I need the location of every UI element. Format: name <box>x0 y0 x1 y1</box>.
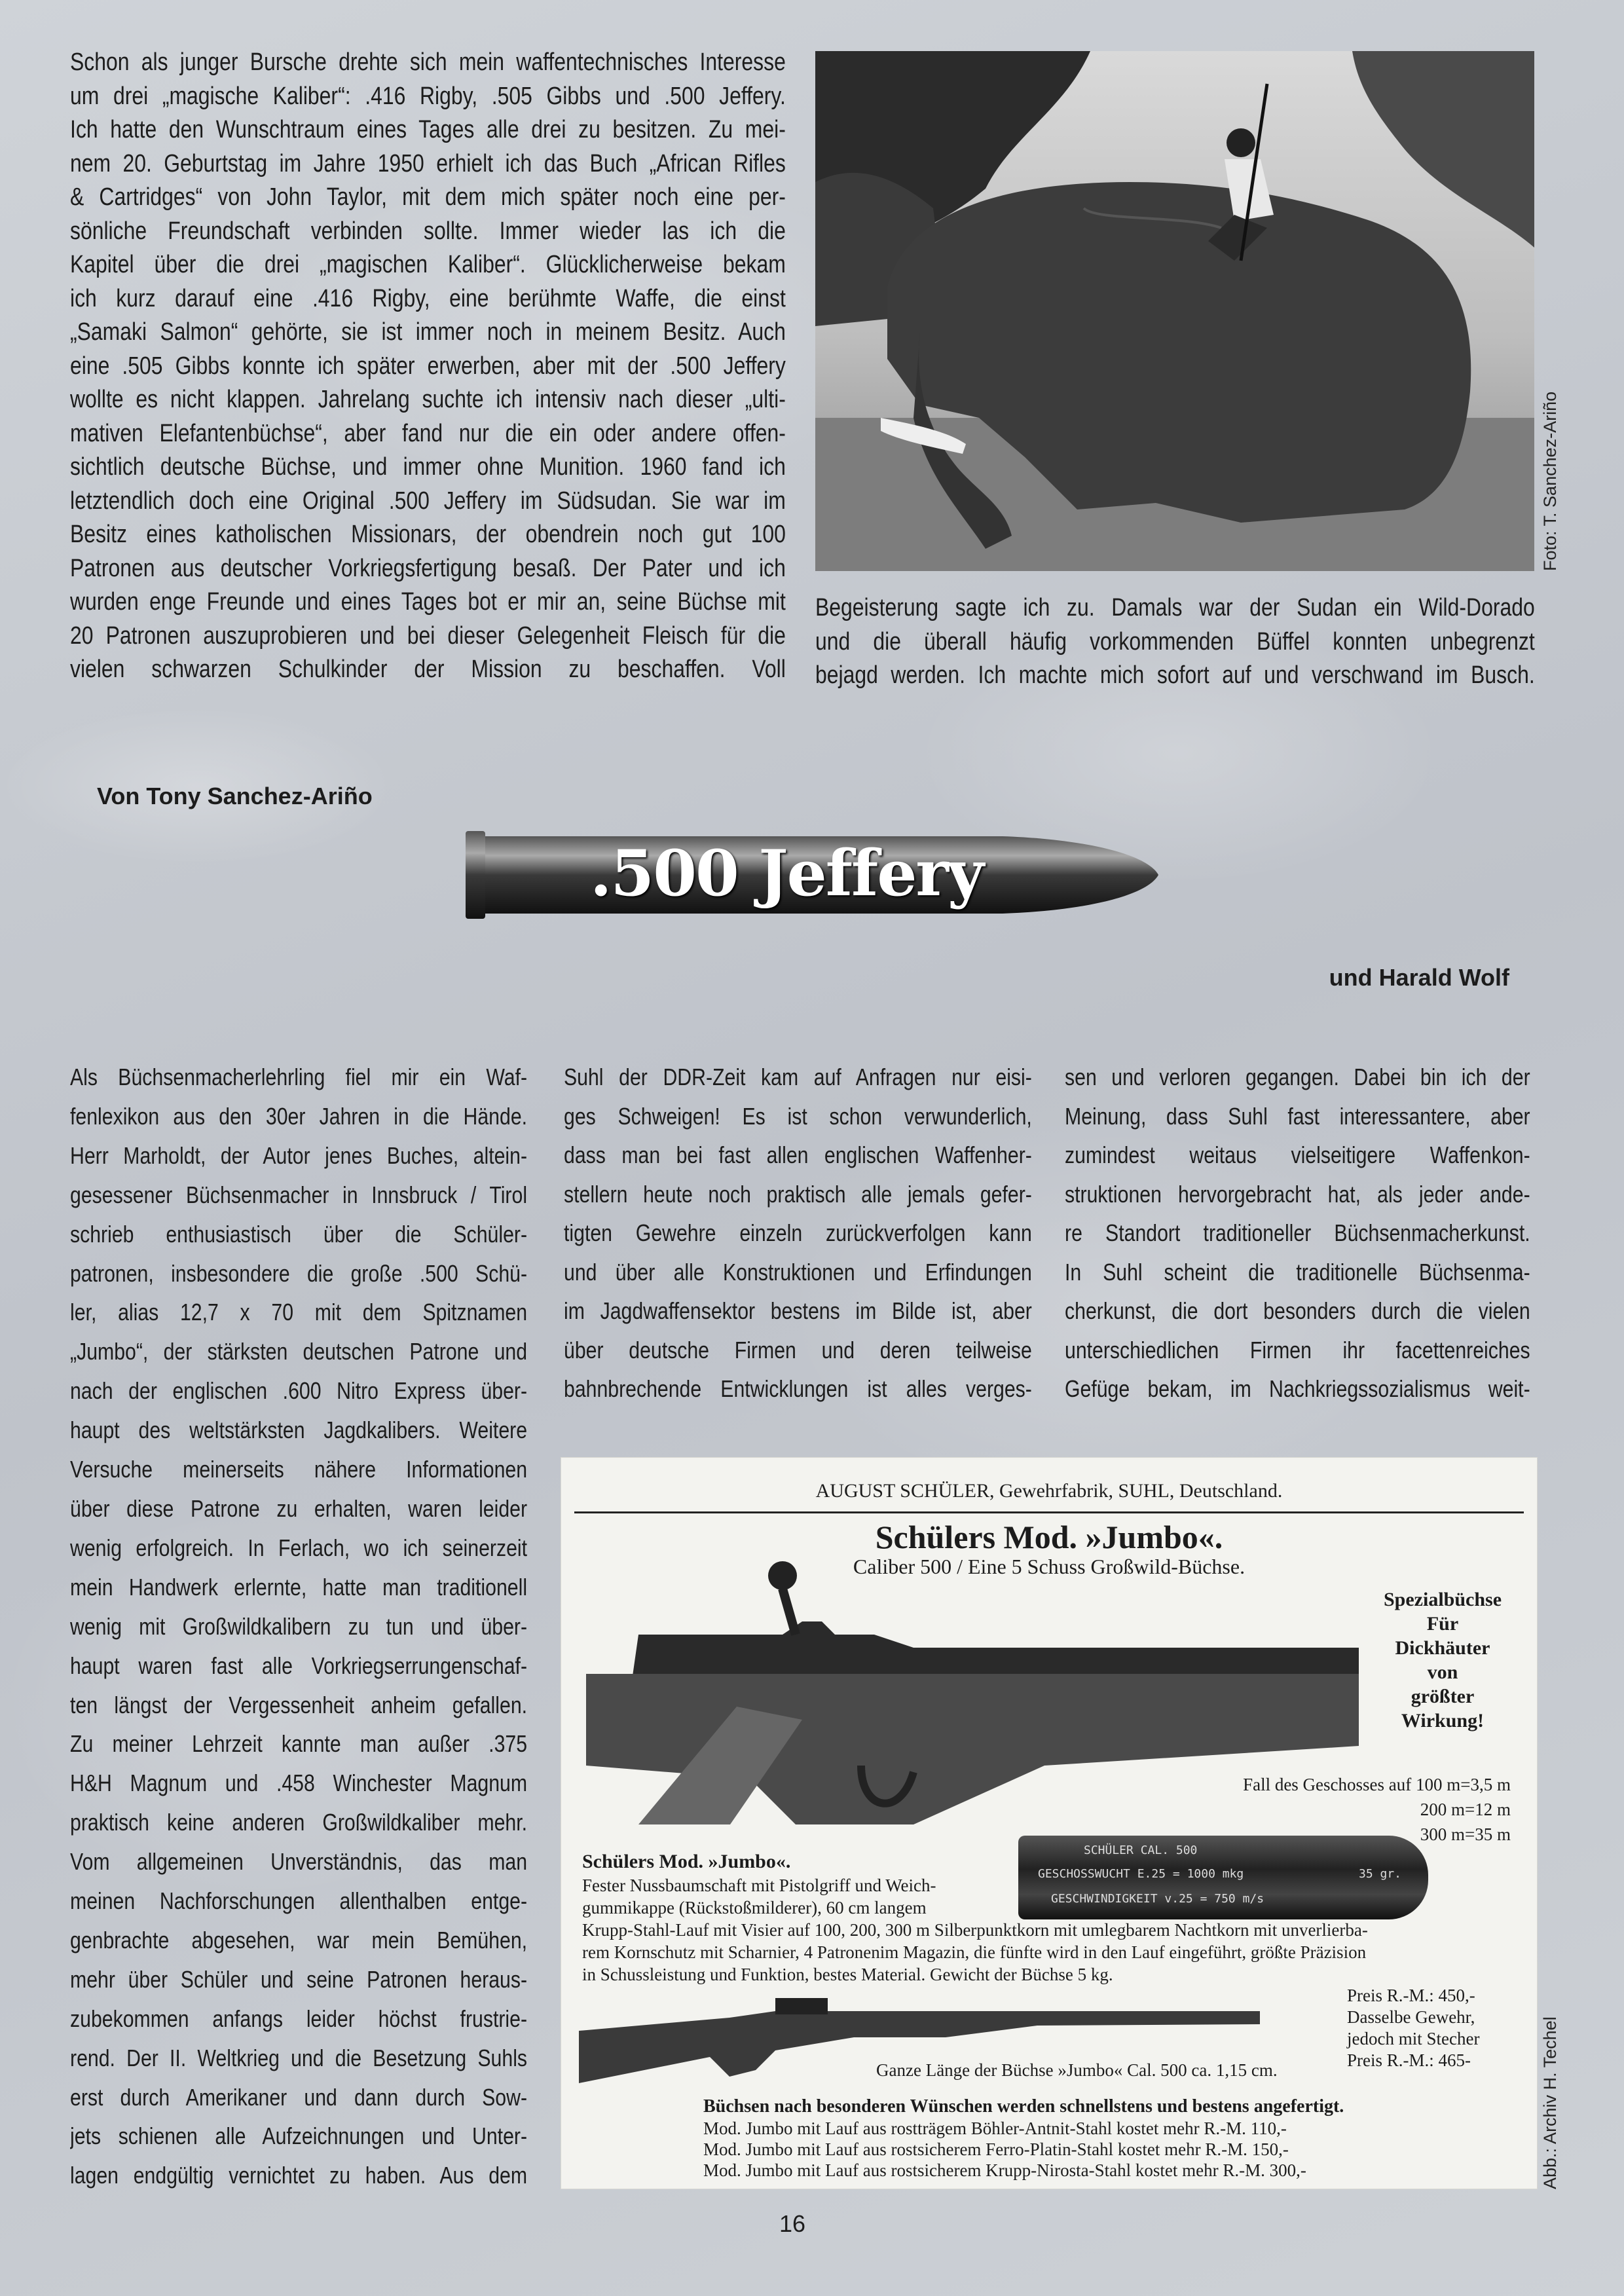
ad-subtitle: Caliber 500 / Eine 5 Schuss Großwild-Büchse. <box>853 1555 1246 1578</box>
text-line: ges Schweigen! Es ist schon verwunderlich, <box>564 1102 1032 1130</box>
ad-options <box>703 2118 1306 2181</box>
ad-slogan <box>1377 1587 1508 1733</box>
ad-credit: Abb.: Archiv H. Techel <box>1540 2016 1560 2189</box>
title-cartridge <box>466 827 1160 923</box>
text-line: Zu meiner Lehrzeit kannte man außer .375 <box>70 1730 528 1758</box>
slogan-line: Spezialbüchse <box>1383 1589 1502 1610</box>
text-line: Meinung, dass Suhl fast interessantere, aber <box>1065 1102 1530 1130</box>
text-line: & Cartridges“ von John Taylor, mit dem mich später noch eine per- <box>70 183 786 211</box>
ad-header: AUGUST SCHÜLER, Gewehrfabrik, SUHL, Deutschland. <box>815 1480 1283 1502</box>
text-line: nach der englischen .600 Nitro Express über- <box>70 1377 528 1405</box>
text-line: Suhl der DDR-Zeit kam auf Anfragen nur eisi- <box>564 1064 1032 1090</box>
historic-advertisement <box>561 1457 1538 2189</box>
text-line: schrieb enthusiastisch über die Schüler- <box>70 1220 528 1248</box>
text-line: Kapitel über die drei „magischen Kaliber“. Glücklicherweise bekam <box>70 251 786 278</box>
text-line: unterschiedlichen Firmen ihr facettenreiches <box>1065 1336 1530 1363</box>
slogan-line: von <box>1427 1661 1458 1683</box>
text-line: erst durch Amerikaner und dann durch Sow- <box>70 2083 528 2111</box>
desc-line: in Schussleistung und Funktion, bestes Material. Gewicht der Büchse 5 kg. <box>582 1965 1113 1984</box>
text-line: haupt waren fast alle Vorkriegserrungenschaf- <box>70 1652 528 1679</box>
text-line: H&H Magnum und .458 Winchester Magnum <box>70 1769 528 1797</box>
custom-note: Büchsen nach besonderen Wünschen werden schnellstens und bestens angefertigt. <box>703 2096 1344 2117</box>
text-line: ich kurz darauf eine .416 Rigby, eine berühmte Waffe, die einst <box>70 284 786 312</box>
text-line: ler, alias 12,7 x 70 mit dem Spitznamen <box>70 1299 528 1326</box>
desc-line: rem Kornschutz mit Scharnier, 4 Patronenim Magazin, die fünfte wird in den Lauf eingeführt, größte Präzision <box>582 1942 1367 1962</box>
page-number: 16 <box>779 2210 806 2237</box>
drop-line: 200 m=12 m <box>1420 1800 1511 1819</box>
text-line: Schon als junger Bursche drehte sich mein waffentechnisches Interesse <box>70 48 786 76</box>
text-line: mativen Elefantenbüchse“, aber fand nur die ein oder andere offen- <box>70 419 786 447</box>
text-line: über diese Patrone zu erhalten, waren leider <box>70 1494 528 1522</box>
text-line: über deutsche Firmen und deren teilweise <box>564 1336 1032 1363</box>
under-photo-text <box>815 591 1535 693</box>
text-line: vielen schwarzen Schulkinder der Mission zu beschaffen. Voll <box>70 656 786 683</box>
text-line: Vom allgemeinen Unverständnis, das man <box>70 1848 528 1876</box>
text-line: dass man bei fast allen englischen Waffenher- <box>564 1141 1032 1168</box>
text-line: sichtlich deutsche Büchse, und immer ohne Munition. 1960 fand ich <box>70 453 786 481</box>
text-line: im Jagdwaffensektor bestens im Bilde ist, aber <box>564 1297 1032 1324</box>
text-line: Herr Marholdt, der Autor jenes Buches, altein- <box>70 1141 528 1169</box>
ad-description <box>582 1874 1368 1986</box>
text-line: tigten Gewehre einzeln zurückverfolgen kann <box>564 1219 1032 1246</box>
drop-line: Fall des Geschosses auf 100 m=3,5 m <box>1243 1775 1511 1794</box>
text-line: lagen endgültig vernichtet zu haben. Aus dem <box>70 2162 528 2189</box>
text-line: Patronen aus deutscher Vorkriegsfertigung besaß. Der Pater und ich <box>70 554 786 582</box>
text-line: und die überall häufig vorkommenden Büffel konnten unbegrenzt <box>815 627 1535 656</box>
column-3-text <box>1065 1058 1530 1409</box>
ad-title: Schülers Mod. »Jumbo«. <box>875 1519 1223 1555</box>
slogan-line: Wirkung! <box>1401 1710 1485 1731</box>
text-line: Als Büchsenmacherlehrling fiel mir ein Waf- <box>70 1064 528 1090</box>
text-line: Versuche meinerseits nähere Informationen <box>70 1456 528 1483</box>
desc-line: Krupp-Stahl-Lauf mit Visier auf 100, 200, 300 m Silberpunktkorn mit umlegbarem Nachtkorn mit unverlierba- <box>582 1920 1368 1940</box>
cartridge-text: 35 gr. <box>1359 1867 1402 1881</box>
cartridge-text: GESCHOSSWUCHT E.25 = 1000 mkg <box>1038 1867 1244 1881</box>
text-line: Gefüge bekam, im Nachkriegssozialismus weit- <box>1065 1375 1530 1402</box>
text-line: bahnbrechende Entwicklungen ist alles verges- <box>564 1375 1032 1402</box>
text-line: meinen Nachforschungen allenthalben entge- <box>70 1887 528 1915</box>
text-line: „Jumbo“, der stärksten deutschen Patrone und <box>70 1338 528 1365</box>
desc-title: Schülers Mod. »Jumbo«. <box>582 1851 791 1872</box>
elephant-photo <box>815 51 1534 571</box>
option-line: Mod. Jumbo mit Lauf aus rostsicherem Krupp-Nirosta-Stahl kostet mehr R.-M. 300,- <box>703 2160 1306 2180</box>
text-line: wurden enge Freunde und eines Tages bot er mir an, seine Büchse mit <box>70 588 786 616</box>
text-line: zumindest weitaus vielseitigere Waffenkon- <box>1065 1141 1530 1168</box>
slogan-line: größter <box>1411 1686 1475 1707</box>
text-line: Ich hatte den Wunschtraum eines Tages alle drei zu besitzen. Zu mei- <box>70 116 786 143</box>
text-line: mein Handwerk erlernte, hatte man traditionell <box>70 1573 528 1601</box>
price-line: Dasselbe Gewehr, <box>1347 2007 1475 2027</box>
ad-rule <box>574 1511 1524 1513</box>
text-line: struktionen hervorgebracht hat, als jeder ande- <box>1065 1180 1530 1208</box>
text-line: haupt des weltstärksten Jagdkalibers. Weitere <box>70 1416 528 1444</box>
text-line: stellern heute noch praktisch alle jemals gefer- <box>564 1180 1032 1208</box>
option-line: Mod. Jumbo mit Lauf aus rostträgem Böhler-Antnit-Stahl kostet mehr R.-M. 110,- <box>703 2119 1287 2138</box>
rifle-length: Ganze Länge der Büchse »Jumbo« Cal. 500 ca. 1,15 cm. <box>876 2060 1278 2080</box>
text-line: eine .505 Gibbs konnte ich später erwerben, aber mit der .500 Jeffery <box>70 352 786 380</box>
column-2-text <box>564 1058 1032 1409</box>
desc-line: Fester Nussbaumschaft mit Pistolgriff und Weich- <box>582 1876 936 1895</box>
cartridge-text: SCHÜLER CAL. 500 <box>1084 1843 1198 1857</box>
text-line: um drei „magische Kaliber“: .416 Rigby, .505 Gibbs und .500 Jeffery. <box>70 82 786 110</box>
co-author-byline: und Harald Wolf <box>1329 964 1509 991</box>
slogan-line: Für <box>1426 1613 1459 1635</box>
price-line: jedoch mit Stecher <box>1347 2029 1480 2048</box>
slogan-line: Dickhäuter <box>1395 1637 1490 1659</box>
text-line: fenlexikon aus den 30er Jahren in die Hände. <box>70 1102 528 1130</box>
text-line: nem 20. Geburtstag im Jahre 1950 erhielt ich das Buch „African Rifles <box>70 149 786 177</box>
text-line: cherkunst, die dort besonders durch die vielen <box>1065 1297 1530 1324</box>
text-line: In Suhl scheint die traditionelle Büchsenma- <box>1065 1258 1530 1286</box>
text-line: ten längst der Vergessenheit anheim gefallen. <box>70 1691 528 1718</box>
text-line: mehr über Schüler und seine Patronen heraus- <box>70 1965 528 1993</box>
text-line: genbrachte abgesehen, war mein Bemühen, <box>70 1926 528 1953</box>
price-line: Preis R.-M.: 450,- <box>1347 1986 1475 2005</box>
cartridge-text: GESCHWINDIGKEIT v.25 = 750 m/s <box>1051 1892 1264 1906</box>
photo-credit: Foto: T. Sanchez-Ariño <box>1540 391 1560 571</box>
text-line: patronen, insbesondere die große .500 Schü- <box>70 1259 528 1287</box>
text-line: gesessener Büchsenmacher in Innsbruck / Tirol <box>70 1181 528 1208</box>
text-line: wenig mit Großwildkalibern zu tun und über- <box>70 1612 528 1640</box>
desc-line: gummikappe (Rückstoßmilderer), 60 cm langem <box>582 1898 927 1917</box>
text-line: 20 Patronen auszuprobieren und bei dieser Gelegenheit Fleisch für die <box>70 621 786 650</box>
text-line: jets schienen alle Aufzeichnungen und Unter- <box>70 2122 528 2150</box>
text-line: sen und verloren gegangen. Dabei bin ich der <box>1065 1064 1530 1090</box>
article-title: .500 Jeffery <box>590 836 983 910</box>
drop-line: 300 m=35 m <box>1420 1824 1511 1844</box>
text-line: bejagd werden. Ich machte mich sofort auf und verschwand im Busch. <box>815 661 1535 689</box>
intro-text <box>70 46 786 687</box>
text-line: „Samaki Salmon“ gehörte, sie ist immer noch in meinem Besitz. Auch <box>70 318 786 346</box>
text-line: Besitz eines katholischen Missionars, der obendrein noch gut 100 <box>70 521 786 548</box>
option-line: Mod. Jumbo mit Lauf aus rostsicherem Ferro-Platin-Stahl kostet mehr R.-M. 150,- <box>703 2139 1289 2159</box>
price-line: Preis R.-M.: 465- <box>1347 2050 1471 2070</box>
text-line: wollte es nicht klappen. Jahrelang suchte ich intensiv nach dieser „ulti- <box>70 386 786 413</box>
text-line: sönliche Freundschaft verbinden sollte. Immer wieder las ich die <box>70 217 786 245</box>
text-line: und über alle Konstruktionen und Erfindungen <box>564 1258 1032 1286</box>
text-line: wenig erfolgreich. In Ferlach, wo ich seinerzeit <box>70 1534 528 1561</box>
text-line: Begeisterung sagte ich zu. Damals war der Sudan ein Wild-Dorado <box>815 594 1535 621</box>
text-line: re Standort traditioneller Büchsenmacherkunst. <box>1065 1219 1530 1246</box>
ad-prices <box>1347 1985 1479 2071</box>
author-byline: Von Tony Sanchez-Ariño <box>97 783 373 809</box>
text-line: praktisch keine anderen Großwildkaliber mehr. <box>70 1809 528 1836</box>
text-line: zubekommen anfangs leider höchst frustrie- <box>70 2005 528 2032</box>
text-line: rend. Der II. Weltkrieg und die Besetzung Suhls <box>70 2044 528 2071</box>
text-line: letztendlich doch eine Original .500 Jeffery im Südsudan. Sie war im <box>70 487 786 515</box>
column-1-text <box>70 1058 527 2195</box>
